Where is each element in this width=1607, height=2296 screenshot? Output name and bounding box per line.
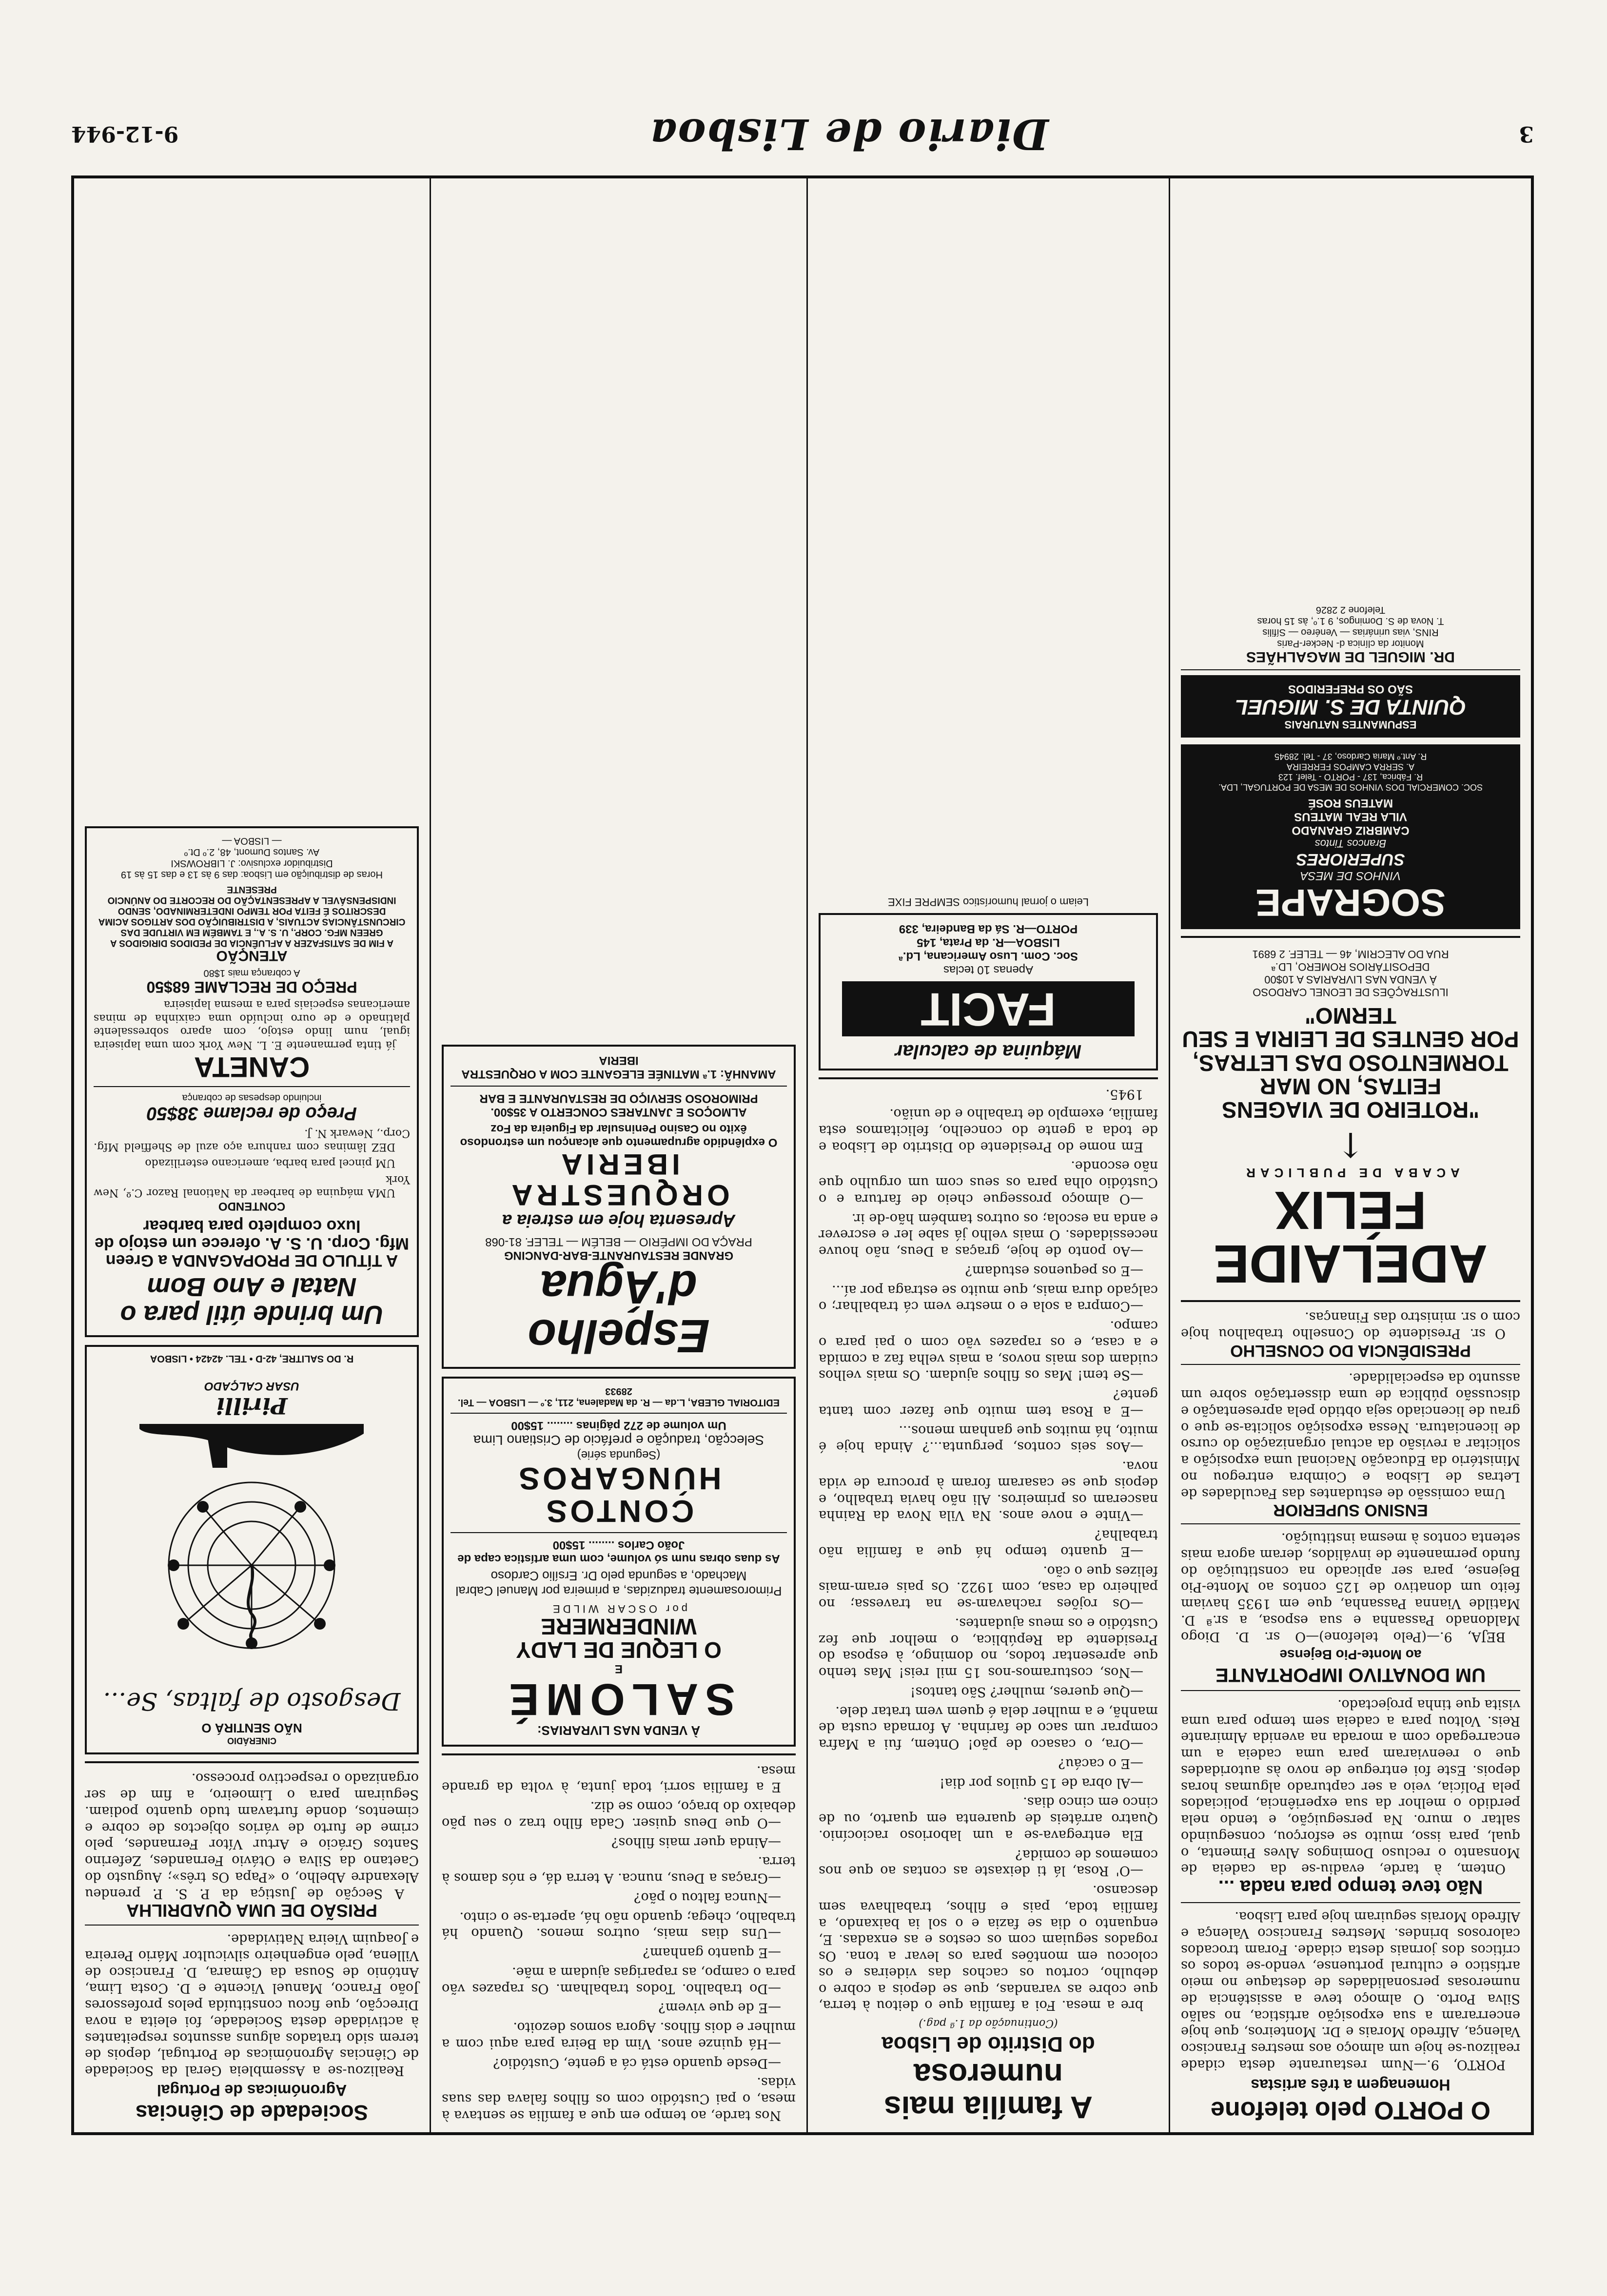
ad-adelaide-felix (1181, 945, 1520, 1293)
ad-gleba-line: À VENDA NAS LIVRARIAS: (537, 1723, 701, 1738)
ad-pirilli-script: Desgosto de faltas, Se... (103, 1687, 401, 1715)
subhead-sociedade: Agronómicas de Portugal (157, 2081, 347, 2099)
ad-adelaide-title: "ROTEIRO DE VIAGENS FEITAS, NO MAR TORMENTOSO DAS LETRAS, POR GENTES DE LEIRIA E SEU TERMO" (1182, 1003, 1519, 1123)
subhead-familia: do Distrito de Lisboa (882, 2032, 1095, 2056)
ad-pirilli-line: USAR CALÇADO (204, 1379, 299, 1393)
column-familia (808, 178, 1169, 2132)
article-porto: PORTO, 9.—Num restaurante desta cidade realizou-se hoje um almoço aos mestres Francisco Valença, Alfredo Morais e Dr. Monteiros, que hoje encerraram a sua exposição artística, no salão Silva Porto. O almoço teve a assistência de numerosas personalidades de destaque no meio artístico e cultural portuense, vendo-se todos os críticos dos jornais desta cidade. Foram trocados calorosos brindes. Mestres Francisco Valença e Alfredo Morais seguiram hoje para Lisboa. (1181, 1909, 1520, 2072)
ad-espelho-line: AMANHÃ: 1.ª MATINÉE ELEGANTE COM A ORQUESTRA IBERIA (461, 1053, 776, 1081)
ad-doctor-line: Telefone 2 2826 (1315, 604, 1386, 616)
article-sociedade: Realizou-se a Assembleia Geral da Sociedade de Ciências Agronómicas de Portugal, depois de terem sido tratados alguns assuntos respeitantes à actividade desta Sociedade, foi eleita a nova Direcção, que ficou constituída pelos professores João Franco, Manuel Vicente e D. Costa Lima, António de Sousa da Câmara, D. Francisco de Villena, pelo engenheiro silvicultor Mário Pereira e Joaquim Vieira Natividade. (85, 1931, 419, 2079)
ad-pirilli-line: NÃO SENTIRÁ O (201, 1720, 302, 1735)
ad-facit (819, 913, 1158, 1070)
ad-gleba-line: Primorosamente traduzidas, a primeira por Manuel Cabral Machado, a segunda pelo Dr. Ersílio Cardoso (455, 1568, 782, 1598)
ad-quinta-s-miguel (1181, 675, 1520, 738)
ad-sogrape-line: R. Fábrica, 137 - PORTO - Telef. 123 (1278, 772, 1423, 782)
ad-sogrape (1181, 744, 1520, 929)
article-prisao: A Secção de Justiça da P. S. P. prendeu Alexandre Abelho, o «Papa Os três»; Augusto do Caetano da Silva e Otávio Fernandes, Zeferino Santos Grácio e Artur Vítor Fernandes, pelo crime de furto de vários objectos de cobre e cimentos, donde furtavam tudo quanto podiam. Seguiram para o Limoeiro, a fim de ser organizado o respectivo processo. (85, 1771, 419, 1901)
ad-facit-line: Soc. Com. Luso Americana, Ld.ª (898, 949, 1078, 963)
ad-green-mfg (85, 826, 419, 1337)
ad-pirilli-logo: Pirilli (216, 1392, 288, 1419)
ad-gleba-title: CONTOS HÚNGAROS (516, 1460, 722, 1529)
ad-gleba-line: As duas obras num só volume, com uma artística capa de João Carlos ........ 15$00 (457, 1538, 780, 1565)
ad-facit-line: PORTO—R. Sá da Bandeira, 339 (899, 922, 1078, 935)
headline-sociedade: Sociedade de Ciências (136, 2101, 368, 2124)
continuation-note: (Continuação da 1.ª pag.) (919, 2017, 1058, 2030)
ad-doctor-line: T. Nova de S. Domingos, 9 1.º, às 15 horas (1257, 616, 1444, 627)
page-number: 3 (1519, 121, 1534, 147)
ad-facit-line: LISBOA—R. da Prata, 145 (917, 935, 1060, 949)
ad-sogrape-line: A. SERRA CAMPOS FERREIRA (1286, 761, 1415, 772)
ad-adelaide-line: ILUSTRAÇÕES DE LEONEL CARDOSO (1253, 986, 1449, 998)
headline-donativo: UM DONATIVO IMPORTANTE (1215, 1664, 1486, 1686)
column-news-4 (74, 178, 430, 2132)
ad-green-line: — LISBOA — (222, 835, 282, 846)
shoe-icon (130, 1419, 374, 1478)
ad-espelho-line: GRANDE RESTAURANTE-BAR-DANCING (504, 1248, 734, 1262)
column-news-1 (1170, 178, 1531, 2132)
ad-gleba-line: Selecção, tradução e prefácio de Cristiano Lima (473, 1433, 764, 1448)
ad-sogrape-line: SUPERIORES (1296, 850, 1405, 869)
ad-green-atencao: ATENÇÃO (216, 948, 288, 964)
newspaper-title: Diario de Lisboa (648, 109, 1049, 159)
ad-doctor-line: RINS, vias urinárias — Venéreo — Sífilis (1262, 627, 1439, 638)
ad-gleba-line: Um volume de 272 páginas ........ 15$00 (511, 1419, 726, 1433)
headline-prisao: PRISÃO DE UMA QUADRILHA (126, 1901, 377, 1921)
ad-quinta-line: SÃO OS PREFERIDOS (1288, 682, 1413, 696)
ad-facit-line: Apenas 10 teclas (943, 963, 1034, 976)
ad-pirilli-line: CINERÁDIO (227, 1735, 277, 1746)
ad-espelho-line: Apresenta hoje em estreia a (502, 1210, 736, 1231)
ad-green-subhead: A TÍTULO DE PROPAGANDA a Green Mfg. Corp. U. S. A. oferece um estojo de luxo completo para barbear (95, 1216, 409, 1270)
ad-facit-brand: FACIT (842, 981, 1135, 1036)
ad-gleba-line: (Segunda série) (577, 1448, 661, 1462)
subhead-donativo: ao Monte-Pio Bejense (1279, 1647, 1422, 1663)
ad-green-line: incluindo despesas de cobrança (182, 1092, 322, 1103)
ad-quinta-brand: QUINTA DE S. MIGUEL (1235, 695, 1467, 719)
ad-pirilli-address: R. DO SALITRE, 42-D • TEL. 42424 • LISBOA (150, 1353, 354, 1364)
ad-green-price: PREÇO DE RECLAME 68$50 (146, 978, 357, 996)
ad-doctor-name: DR. MIGUEL DE MAGALHÃES (1246, 648, 1455, 665)
ad-espelho-line: PRAÇA DO IMPÉRIO — BELÉM — TELEF. 81-068 (485, 1235, 752, 1248)
column-ads-center (431, 178, 806, 2132)
article-evasao: Ontem, à tarde, evadiu-se da cadeia de Monsanto o recluso Domingos Alves Pimenta, o qual, para isso, muito se esforçou, conseguindo saltar o muro. Na perseguição, e tendo nela perdido o melhor da sua experiência, policiados pela Polícia, veio a ser capturado algumas horas depois. Este foi entregue de novo às autoridades que o reenviaram para uma cadeia a um encarregado com a morada na avenida Almirante Reis. Voltou para a cadeia sem tempo para uma visita que tinha projectado. (1181, 1696, 1520, 1877)
issue-date: 9-12-944 (71, 121, 179, 147)
ad-doctor-line: Monitor da clínica d- Necker-Paris (1277, 638, 1424, 649)
ad-adelaide-line: À VENDA NAS LIVRARIAS A 10$00 (1264, 973, 1437, 986)
ad-espelho-brand: Espelho d'Água (528, 1261, 710, 1362)
ad-green-items: UMA máquina de barbear da National Razor C.º, New York UM pincel para barba, americano esterilizado DEZ lâminas com ranhura aço azul de Sheffield Mfg. Corp., Newark N. J. (94, 1127, 410, 1199)
masthead (71, 107, 1534, 161)
column-rule (1169, 178, 1170, 2132)
ad-sogrape-line: Brancos Tintos (1314, 837, 1387, 850)
ad-espelho-line: PRIMOROSO SERVIÇO DE RESTAURANTE E BAR (479, 1091, 758, 1105)
ad-espelho-line: O explêndido agrupamento que alcançou um estrondoso êxito no Casino Peninsular da Figueira da Foz (460, 1122, 778, 1149)
ad-sogrape-line: SOC. COMERCIAL DOS VINHOS DE MESA DE PORTUGAL, LDA. (1218, 782, 1483, 792)
ad-gleba-line: E (615, 1662, 623, 1676)
ad-pirilli-shoes (85, 1345, 419, 1754)
ad-espelho-dagua (442, 1045, 796, 1369)
headline-porto: O PORTO pelo telefone (1211, 2096, 1491, 2124)
ad-sogrape-line: MATEUS ROSÉ (1308, 796, 1393, 810)
ad-green-headline: Um brinde útil para o Natal e Ano Bom (120, 1272, 384, 1329)
ad-gleba-line: EDITORIAL GLEBA, L.da — R. da Madalena, 211, 3.º — LISBOA — Tel. 28933 (457, 1386, 780, 1408)
ad-espelho-line: ALMOÇOS E JANTARES CONCERTO A 35$00. (490, 1105, 747, 1119)
article-donativo: BEJA, 9.—(Pelo telefone)—O sr. D. Diogo Maldonado Passanha e sua esposa, a sr.ª D. Matilde Vianna Passanha, que em 1935 haviam feito um donativo de 125 contos ao Monte-Pio Bejense, para ser aplicado na constituição do fundo permanente de inválidos, deram agora mais setenta contos à mesma instituição. (1181, 1530, 1520, 1644)
ad-green-line: CONTENDO (218, 1200, 286, 1213)
ad-green-caneta-desc: já tinta permanente E. L. New York com uma lapiseira igual, num lindo estojo, com aparo sobressalente platinado e de ouro incluído uma caixinha de minas americanas especiais para a mesma lapiseira (94, 998, 410, 1051)
ad-sogrape-brand: SOGRAPE (1255, 881, 1446, 924)
ad-gleba-line: por OSCAR WILDE (550, 1602, 687, 1615)
article-familia-cont: Nos tarde, ao tempo em que a família se sentava à mesa, o pai Custódio com os filhos falava das suas vidas. —Desde quando está cá a gente, Custódio? —Há quinze anos. Vim da Beira para aqui com a mulher e dois filhos. Agora somos dezoito. —E de que vivem? —Do trabalho. Todos trabalham. Os rapazes vão para o campo, as raparigas ajudam a mãe. —E quanto ganham? —Uns dias mais, outros menos. Quando há trabalho, chega; quando não há, aperta-se o cinto. —Nunca faltou o pão? —Graças a Deus, nunca. A terra dá, e nós damos à terra. —Ainda quer mais filhos? —O que Deus quiser. Cada filho traz o seu pão debaixo do braço, como se diz. E a família sorri, toda junta, à volta da grande mesa. (442, 1763, 796, 2123)
ad-green-line: A cobrança mais 1$80 (203, 968, 300, 979)
ad-sogrape-line: VINHOS DE MESA (1300, 869, 1401, 882)
ad-espelho-title: ORQUESTRA IBERIA (508, 1148, 730, 1211)
ad-sogrape-line: CAMBRIZ GRANADO (1292, 823, 1410, 837)
ad-gleba-title: SALOMÉ (502, 1674, 735, 1724)
arrow-icon: ↑ (1336, 1125, 1365, 1165)
ad-quinta-line: ESPUMANTES NATURAIS (1284, 718, 1417, 731)
column-rule (806, 178, 808, 2132)
headline-presidencia: PRESIDÊNCIA DO CONSELHO (1230, 1341, 1471, 1360)
ad-facit-head: Máquina de calcular (895, 1040, 1082, 1062)
ad-green-price: Preço de reclame 38$50 (147, 1103, 357, 1124)
sempre-fixe-note: Leiam o jornal humorístico SEMPRE FIXE (887, 895, 1089, 908)
ad-green-line: Av. Santos Dumont, 48, 2.º Dt.º (184, 846, 320, 857)
article-presidencia: O sr. Presidente do Conselho trabalhou hoje com o sr. ministro das Finanças. (1181, 1309, 1520, 1342)
ad-green-line: Horas de distribuição em Lisboa: das 9 às 13 e das 15 às 19 (121, 869, 383, 880)
ad-adelaide-name: ADELAIDE FÉLIX (1213, 1180, 1488, 1294)
ad-gleba-title: O LEQUE DE LADY WINDERMERE (516, 1614, 722, 1663)
headline-familia: A família mais numerosa (883, 2057, 1093, 2125)
subhead-homenagem: Homenagem a três artistas (1251, 2076, 1450, 2094)
page-frame (71, 175, 1534, 2135)
headline-evasao: Não teve tempo para nada ... (1218, 1876, 1483, 1898)
ad-green-line: A FIM DE SATISFAZER A AFLUÊNCIA DE PEDIDOS DIRIGIDOS A GREEN MFG. CORP., U. S. A., E TAMBÉM EM VIRTUDE DAS CIRCUNSTÂNCIAS ACTUAIS, A DISTRIBUIÇÃO DOS ARTIGOS ACIMA DESCRITOS É FEITA POR TEMPO INDETERMINADO, SENDO INDISPENSÁVEL A APRESENTAÇÃO DO RECORTE DO ANÚNCIO PRESENTE (98, 884, 406, 948)
column-rule (430, 178, 431, 2132)
ad-adelaide-sub: ACABA DE PUBLICAR (1241, 1165, 1460, 1180)
ad-adelaide-line: DEPOSITÁRIOS ROMERO, LD.ª (1271, 960, 1430, 973)
ad-sogrape-line: R. Ant.º Maria Cardoso, 37 - Tel. 28945 (1274, 751, 1427, 761)
ad-green-caneta: CANETA (194, 1051, 310, 1083)
ad-sogrape-line: VILA REAL MATEUS (1294, 810, 1407, 823)
article-ensino: Uma comissão de estudantes das Faculdades de Letras de Lisboa e Coimbra entregou no Ministério da Educação Nacional uma exposição a solicitar a revisão da actual organização do curso de licenciatura. Nessa exposição solicita-se que o grau de licenciado seja obtido pela apresentação e discussão pública de uma dissertação sobre um assunto da especialidade. (1181, 1370, 1520, 1501)
ad-editorial-gleba (442, 1377, 796, 1747)
headline-ensino: ENSINO SUPERIOR (1273, 1501, 1428, 1520)
peacock-icon (106, 1478, 398, 1682)
article-familia: bre a mesa. Foi a família que o deitou à terra, que cobre as varandas, que se depois a cobre o debulho, cortou os cachos das videiras e os colocou em montões para os levar a tona. Os rogados seguiam com os cestos e as enxadas. E, enquanto o dia se fazia e o sol ia baixando, a família toda, pais e filhos, trabalhava sem descanso. —O' Rosa, lá ti deixaste as contas ao que nos comemos de comida? Ela entregava-se a um laborioso raciocínio. Quatro arráteis de quarenta em quarto, ou de cinco em cinco dias. —Al obra de 15 quilos por dia! —E o cacáu? —Ora, o casaco de pão! Ontem, fui a Mafra comprar um saco de farinha. A fornada custa de manhã, e a mulher dela é quem vem tratar dele. —Que queres, mulher? São tantos! —Nos, costuramos-nos 15 mil reis! Mas tenho que apresentar todos, no domingo, à esposa do Presidente da República, o melhor que fez Custódio e os meus ajudantes. —Os rojões rachavam-se na travessa; no palheiro da casa, com 1922. Os pais eram-mais felizes que o cão. —E quanto tempo há que a família não trabalha? —Vinte e nove anos. Na Vila Nova da Rainha nasceram os primeiros. Ali não havia trabalho, e depois que se casaram foram à procura de vida nova. —Aos seis contos, pergunta...? Ainda hoje é muito, há muitos que ganham menos... —E a Rosa tem muito que fazer com tanta gente? —Se tem! Mas os filhos ajudam. Os mais velhos cuidam dos mais novos, a mais velha faz a comida e a casa, e os rapazes vão com o pai para o campo. —Compra a sola e o mestre vem cá trabalhar; o calçado dura mais, que muito se estraga por aí... —E os pequenos estudam? —Ao ponto de hoje, graças a Deus, não houve necessidades. O mais velho já sabe ler e escrever e anda na escola; os outros também hão-de ir. —O almoço prossegue cheio de fartura e o Custódio olha para os seus com um orgulho que não esconde. Em nome do Presidente do Distrito de Lisboa e de toda a gente do concelho, felicitamos esta família, exemplo de trabalho e de união. 1945. (819, 1087, 1158, 2013)
ad-adelaide-line: RUA DO ALECRIM, 46 — TELEF. 2 6891 (1252, 948, 1449, 960)
ad-green-line: Distribuidor exclusivo: J. LIBROWSKI (171, 857, 333, 869)
ad-dr-magalhaes (1181, 604, 1520, 664)
